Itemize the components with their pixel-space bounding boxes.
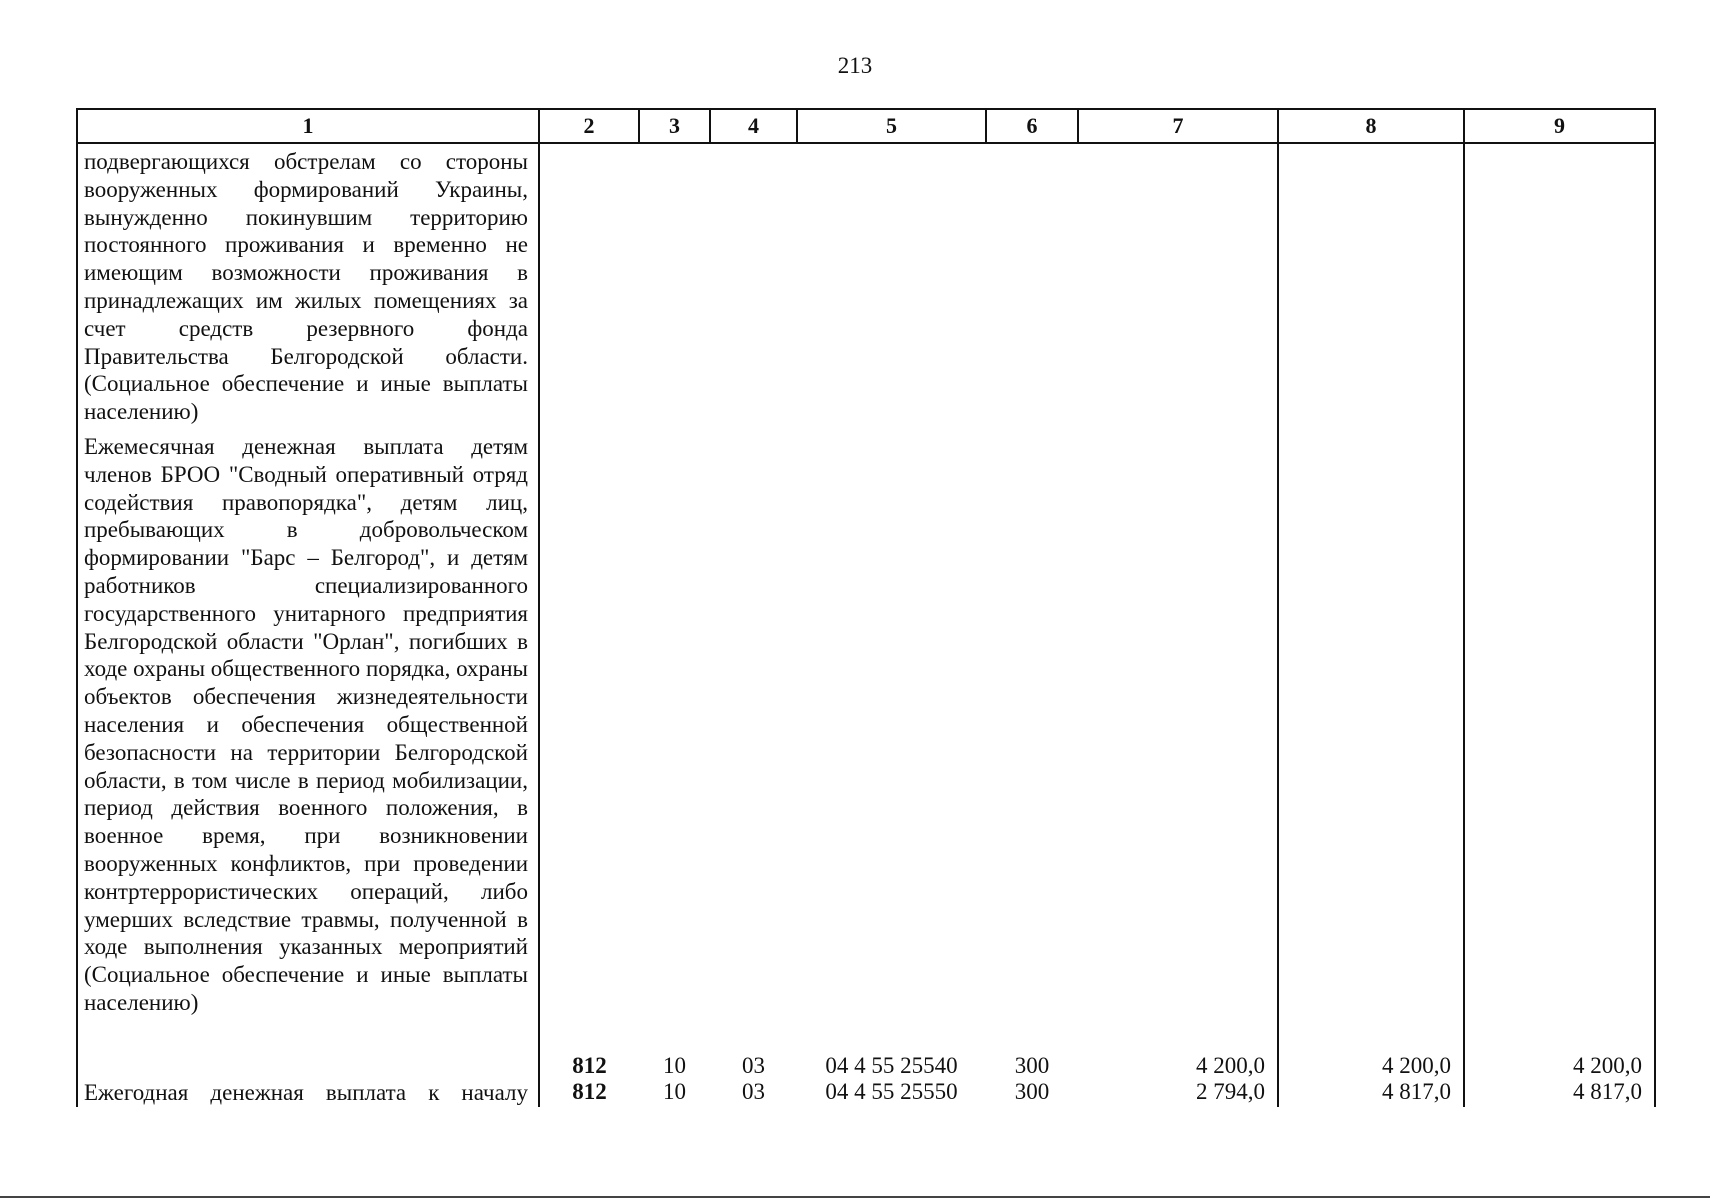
- header-col-1: 1: [77, 109, 539, 143]
- cell-col-2: [539, 143, 639, 429]
- cell-col-6: 300: [1014, 1053, 1050, 1078]
- cell-col-5: 04 4 55 25550: [825, 1079, 958, 1104]
- cell-col-5: [797, 143, 986, 429]
- cell-col-8: 4 817,0: [1278, 1079, 1464, 1107]
- cell-col-7: [1078, 143, 1278, 429]
- cell-col-5: 04 4 55 25540: [825, 1053, 958, 1078]
- cell-col-9: 4 200,0: [1464, 429, 1655, 1079]
- row-description: подвергающихся обстрелам со стороны вооруженных формирований Украины, вынужденно покинувшим территорию постоянного проживания и временно не имеющим возможности проживания в принадлежащих им жилых помещениях за счет средств резервного фонда Правительства Белгородской области. (Социальное обеспечение и иные выплаты населению): [77, 143, 539, 429]
- page-bottom-rule: [0, 1196, 1710, 1198]
- budget-table: [76, 108, 1656, 1107]
- cell-col-8: [1278, 143, 1464, 429]
- row-description: Ежегодная денежная выплата к началу: [77, 1079, 539, 1107]
- cell-col-9: [1464, 143, 1655, 429]
- cell-col-7: 2 794,0: [1078, 1079, 1278, 1107]
- cell-col-2: 812: [572, 1053, 607, 1078]
- cell-col-3: 10: [663, 1053, 686, 1078]
- header-col-8: 8: [1278, 109, 1464, 143]
- cell-col-8: 4 200,0: [1278, 429, 1464, 1079]
- header-row: [77, 109, 1655, 143]
- table-row: [77, 143, 1655, 429]
- cell-col-3: [639, 143, 710, 429]
- table-row: [77, 429, 1655, 1079]
- page-number: 213: [837, 53, 873, 78]
- cell-col-4: [710, 143, 797, 429]
- row-description: Ежемесячная денежная выплата детям членов БРОО "Сводный оперативный отряд содействия правопорядка", детям лиц, пребывающих в добровольческом формировании "Барс – Белгород", и детям работников специализированного государственного унитарного предприятия Белгородской области "Орлан", погибших в ходе охраны общественного порядка, охраны объектов обеспечения жизнедеятельности населения и обеспечения общественной безопасности на территории Белгородской области, в том числе в период мобилизации, период действия военного положения, в военное время, при возникновении вооруженных конфликтов, при проведении контртеррористических операций, либо умерших вследствие травмы, полученной в ходе выполнения указанных мероприятий (Социальное обеспечение и иные выплаты населению): [77, 429, 539, 1079]
- table-row: [77, 1079, 1655, 1107]
- header-col-2: 2: [539, 109, 639, 143]
- cell-col-3: 10: [663, 1079, 686, 1104]
- header-col-6: 6: [986, 109, 1078, 143]
- header-col-4: 4: [710, 109, 797, 143]
- cell-col-4: 03: [742, 1053, 765, 1078]
- cell-col-2: 812: [572, 1079, 607, 1104]
- cell-col-7: 4 200,0: [1078, 429, 1278, 1079]
- header-col-5: 5: [797, 109, 986, 143]
- cell-col-9: 4 817,0: [1464, 1079, 1655, 1107]
- header-col-3: 3: [639, 109, 710, 143]
- cell-col-6: 300: [1014, 1079, 1050, 1104]
- header-col-7: 7: [1078, 109, 1278, 143]
- cell-col-4: 03: [742, 1079, 765, 1104]
- header-col-9: 9: [1464, 109, 1655, 143]
- cell-col-6: [986, 143, 1078, 429]
